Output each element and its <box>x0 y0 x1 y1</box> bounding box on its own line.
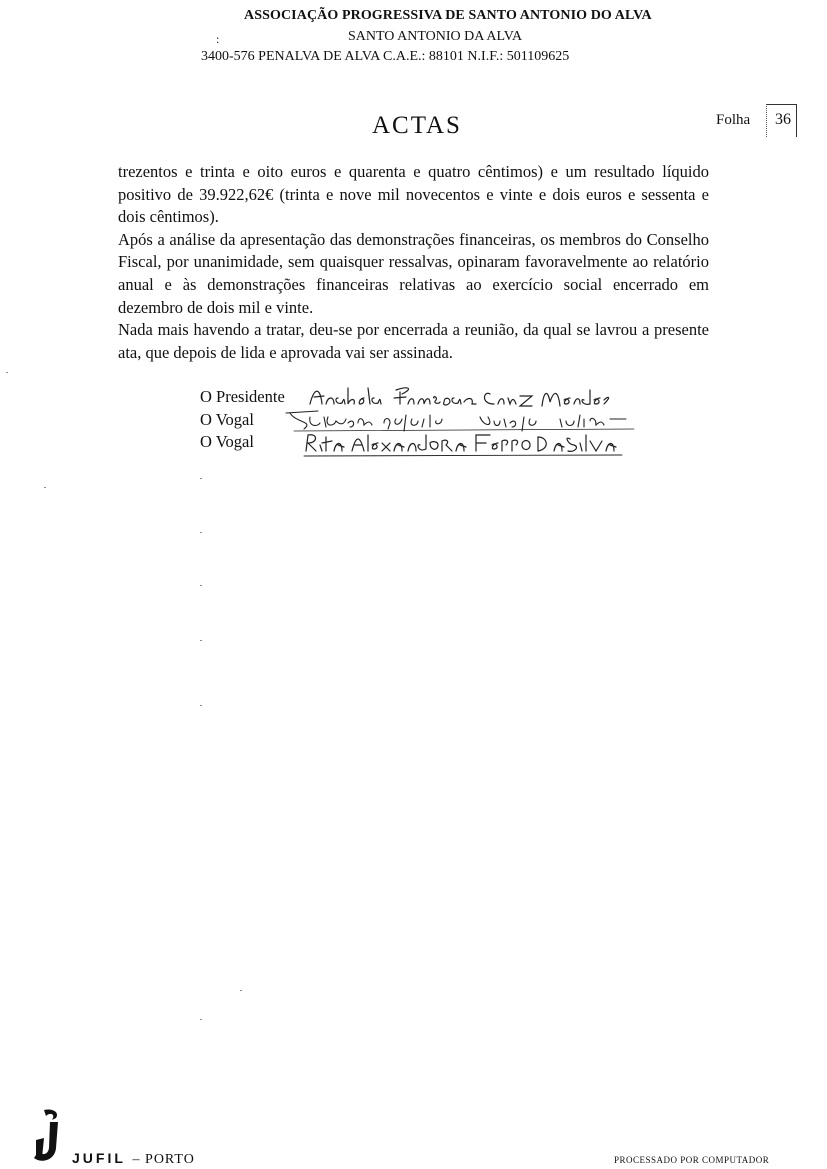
minutes-body <box>118 161 709 364</box>
paragraph-closing: Nada mais havendo a tratar, deu-se por encerrada a reunião, da qual se lavrou a presente ata, que depois de lida e aprovada vai ser assinada. <box>118 320 709 362</box>
printer-city: – PORTO <box>132 1152 195 1167</box>
signature-role: O Presidente <box>200 387 285 406</box>
signature-row-vogal-1 <box>200 409 670 432</box>
signature-role: O Vogal <box>200 432 254 451</box>
sheet-label: Folha <box>716 112 751 128</box>
association-locality: SANTO ANTONIO DA ALVA <box>348 29 523 44</box>
page-title: ACTAS <box>372 112 462 139</box>
association-name: ASSOCIAÇÃO PROGRESSIVA DE SANTO ANTONIO DO ALVA <box>244 8 652 23</box>
signature-role: O Vogal <box>200 409 254 429</box>
jufil-logo-icon <box>30 1108 70 1164</box>
printer-note: PROCESSADO POR COMPUTADOR <box>614 1155 770 1165</box>
sheet-number-box <box>716 104 796 140</box>
header-mark: : <box>216 32 220 46</box>
signature-block <box>200 386 670 454</box>
paragraph-fiscal-council: Após a análise da apresentação das demonstrações financeiras, os membros do Conselho Fiscal, por unanimidade, sem quaisquer ressalvas, opinaram favoravelmente ao relatório anual e às demonstrações financeiras relativas ao exercício social encerrado em dezembro de dois mil e vinte. <box>118 229 709 317</box>
paragraph-results: trezentos e trinta e oito euros e quarenta e quatro cêntimos) e um resultado líquido positivo de 39.922,62€ (trinta e nove mil novecentos e vinte e dois euros e sessenta e dois cêntimos). <box>118 162 709 227</box>
vogal-signature-2 <box>300 429 640 459</box>
sheet-number: 36 <box>766 104 797 137</box>
printer-brand <box>72 1150 195 1168</box>
signature-row-president <box>200 386 670 409</box>
printer-brand-name: JUFIL <box>72 1150 126 1166</box>
signature-row-vogal-2 <box>200 431 670 454</box>
association-address: 3400-576 PENALVA DE ALVA C.A.E.: 88101 N.I.F.: 501109625 <box>201 49 570 64</box>
